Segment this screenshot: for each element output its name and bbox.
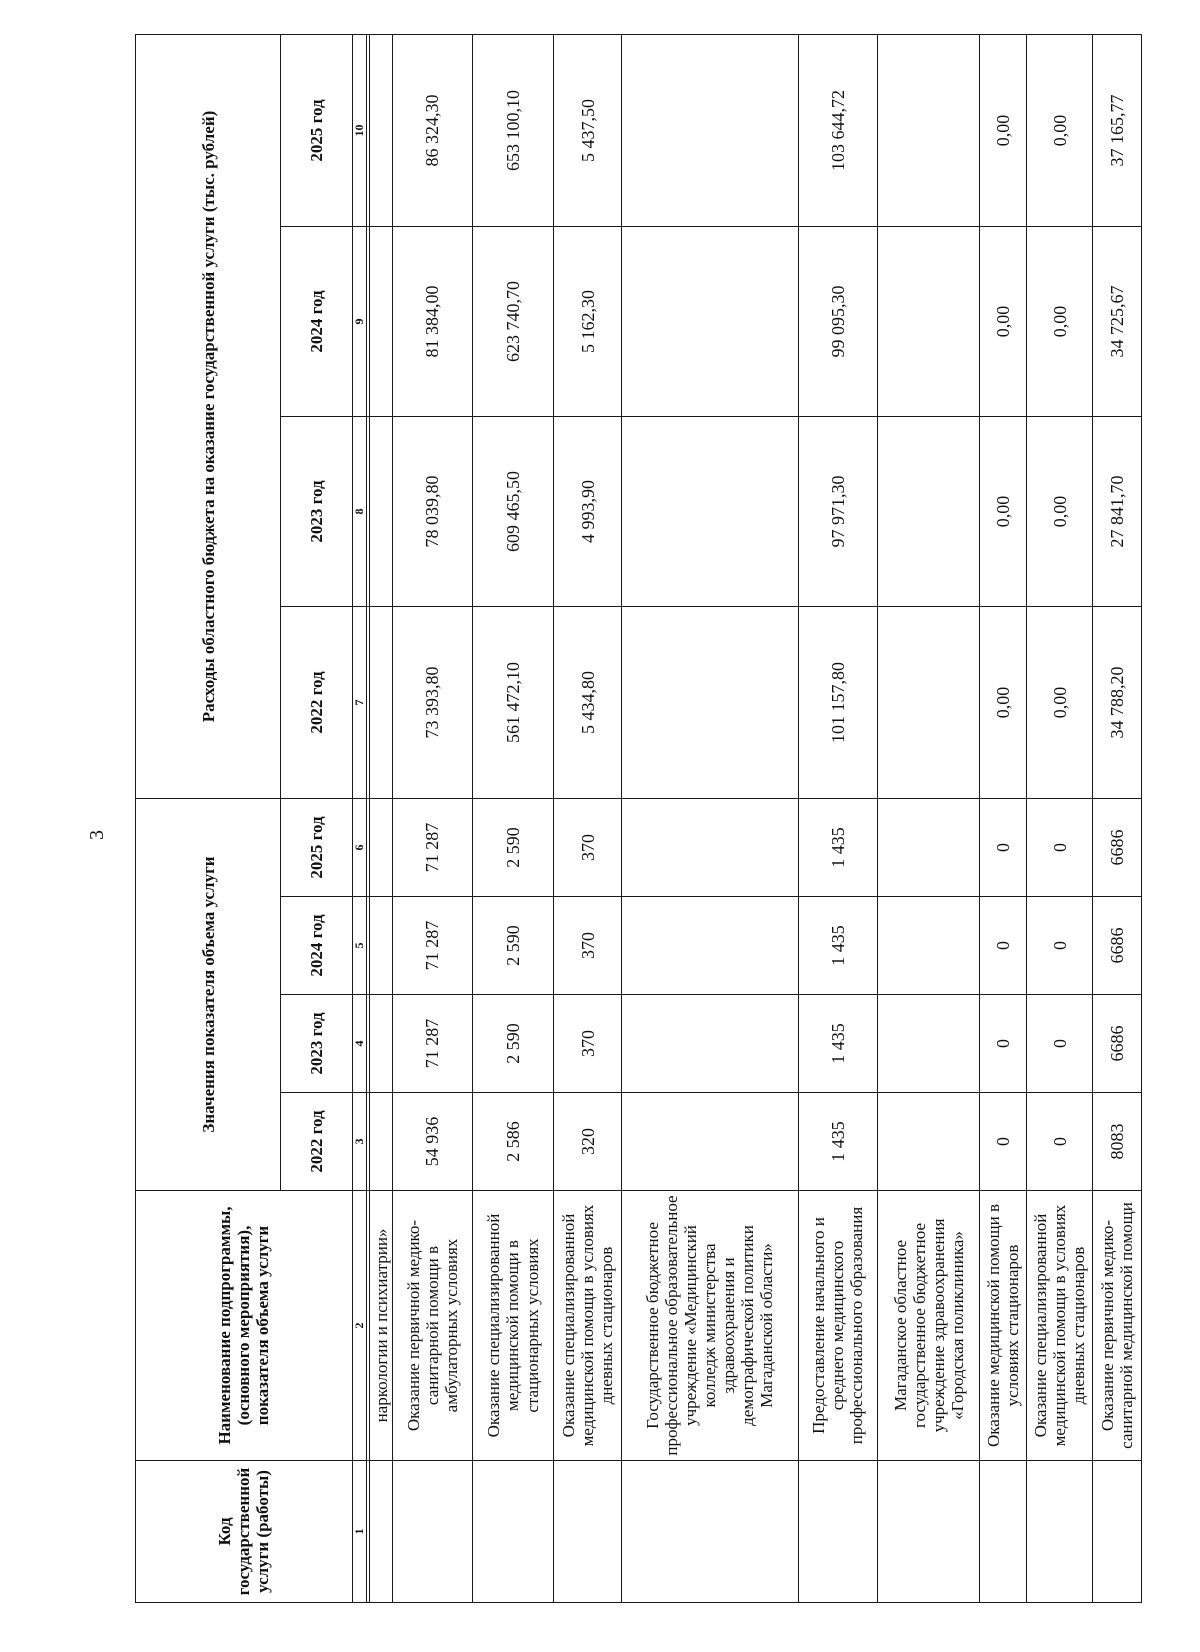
- header-volume-year: 2022 год: [281, 1093, 353, 1191]
- cell-name: Оказание первичной медико-санитарной медицинской помощи: [1092, 1191, 1141, 1461]
- cell-expense: [621, 35, 798, 227]
- cell-volume: 0: [980, 897, 1027, 995]
- cell-expense: [878, 35, 980, 227]
- cell-name: Оказание специализированной медицинской помощи в условиях дневных стационаров: [554, 1191, 621, 1461]
- header-code: Код государственной услуги (работы): [136, 1461, 353, 1603]
- cell-name: Предоставление начального и среднего медицинского профессионального образования: [798, 1191, 878, 1461]
- cell-volume: 370: [554, 995, 621, 1093]
- cell-volume: 2 590: [472, 897, 554, 995]
- cell-volume: 6686: [1092, 995, 1141, 1093]
- cell-name: Оказание первичной медико-санитарной помощи в амбулаторных условиях: [392, 1191, 472, 1461]
- cell-expense: 27 841,70: [1092, 417, 1141, 607]
- cell-volume: [878, 799, 980, 897]
- cell-volume: [370, 995, 393, 1093]
- page-number: 3: [86, 830, 108, 840]
- column-index: 1: [352, 1461, 367, 1603]
- column-index: 5: [352, 897, 367, 995]
- cell-name: Государственное бюджетное профессиональное образовательное учреждение «Медицинский колледж министерства здравоохранения и демографической политики Магаданской области»: [621, 1191, 798, 1461]
- cell-expense: 97 971,30: [798, 417, 878, 607]
- cell-volume: [878, 897, 980, 995]
- cell-volume: 2 590: [472, 995, 554, 1093]
- cell-name: Оказание специализированной медицинской помощи в условиях дневных стационаров: [1027, 1191, 1092, 1461]
- cell-expense: 103 644,72: [798, 35, 878, 227]
- cell-expense: 0,00: [980, 607, 1027, 799]
- cell-expense: [621, 607, 798, 799]
- cell-volume: [370, 799, 393, 897]
- cell-volume: 370: [554, 799, 621, 897]
- cell-expense: [878, 227, 980, 417]
- cell-code: [472, 1461, 554, 1603]
- column-index: 10: [352, 35, 367, 227]
- cell-expense: 86 324,30: [392, 35, 472, 227]
- cell-expense: [878, 417, 980, 607]
- cell-volume: 0: [980, 799, 1027, 897]
- cell-expense: 0,00: [980, 227, 1027, 417]
- cell-expense: [621, 417, 798, 607]
- cell-volume: 0: [980, 995, 1027, 1093]
- cell-volume: 1 435: [798, 897, 878, 995]
- cell-volume: [621, 995, 798, 1093]
- header-volume-group: Значения показателя объема услуги: [136, 799, 281, 1191]
- cell-code: [392, 1461, 472, 1603]
- cell-volume: 0: [980, 1093, 1027, 1191]
- cell-code: [798, 1461, 878, 1603]
- cell-expense: [370, 35, 393, 227]
- cell-volume: 6686: [1092, 799, 1141, 897]
- cell-expense: 4 993,90: [554, 417, 621, 607]
- column-index-row: [352, 35, 367, 1603]
- cell-expense: 5 437,50: [554, 35, 621, 227]
- cell-volume: 54 936: [392, 1093, 472, 1191]
- cell-code: [370, 1461, 393, 1603]
- cell-expense: 0,00: [980, 417, 1027, 607]
- cell-expense: [370, 227, 393, 417]
- header-name: Наименование подпрограммы, (основного мероприятия), показателя объема услуги: [136, 1191, 353, 1461]
- cell-expense: 78 039,80: [392, 417, 472, 607]
- cell-code: [1092, 1461, 1141, 1603]
- cell-volume: [621, 897, 798, 995]
- cell-expense: 99 095,30: [798, 227, 878, 417]
- table-row: [472, 35, 554, 1603]
- cell-volume: 71 287: [392, 799, 472, 897]
- cell-expense: [621, 227, 798, 417]
- cell-name: Оказание специализированной медицинской помощи в стационарных условиях: [472, 1191, 554, 1461]
- cell-volume: 0: [1027, 897, 1092, 995]
- cell-volume: 2 590: [472, 799, 554, 897]
- cell-volume: [621, 1093, 798, 1191]
- cell-volume: 0: [1027, 1093, 1092, 1191]
- cell-code: [554, 1461, 621, 1603]
- cell-expense: 653 100,10: [472, 35, 554, 227]
- cell-expense: 37 165,77: [1092, 35, 1141, 227]
- column-index: 3: [352, 1093, 367, 1191]
- rotated-table-wrapper: [135, 35, 1142, 1603]
- cell-volume: 0: [1027, 995, 1092, 1093]
- cell-expense: 5 162,30: [554, 227, 621, 417]
- cell-expense: 609 465,50: [472, 417, 554, 607]
- cell-code: [621, 1461, 798, 1603]
- cell-expense: 0,00: [1027, 227, 1092, 417]
- cell-expense: [370, 417, 393, 607]
- column-index: 2: [352, 1191, 367, 1461]
- table-row: [1027, 35, 1092, 1603]
- cell-expense: 561 472,10: [472, 607, 554, 799]
- column-index: 7: [352, 607, 367, 799]
- table-row: [798, 35, 878, 1603]
- cell-expense: 0,00: [1027, 607, 1092, 799]
- cell-volume: 370: [554, 897, 621, 995]
- cell-volume: 71 287: [392, 897, 472, 995]
- column-index: 9: [352, 227, 367, 417]
- header-volume-year: 2024 год: [281, 897, 353, 995]
- cell-volume: 0: [1027, 799, 1092, 897]
- cell-volume: [370, 897, 393, 995]
- cell-volume: 8083: [1092, 1093, 1141, 1191]
- cell-name: наркологии и психиатрии»: [370, 1191, 393, 1461]
- table-row: [370, 35, 393, 1603]
- expense-table: [135, 34, 1142, 1603]
- cell-volume: 1 435: [798, 1093, 878, 1191]
- table-row: [878, 35, 980, 1603]
- header-expense-year: 2024 год: [281, 227, 353, 417]
- cell-expense: 0,00: [1027, 35, 1092, 227]
- cell-volume: 2 586: [472, 1093, 554, 1191]
- cell-volume: 6686: [1092, 897, 1141, 995]
- table-row: [1092, 35, 1141, 1603]
- cell-expense: 5 434,80: [554, 607, 621, 799]
- column-index: 8: [352, 417, 367, 607]
- cell-code: [878, 1461, 980, 1603]
- cell-expense: 73 393,80: [392, 607, 472, 799]
- header-volume-year: 2023 год: [281, 995, 353, 1093]
- table-row: [621, 35, 798, 1603]
- table-row: [980, 35, 1027, 1603]
- header-volume-year: 2025 год: [281, 799, 353, 897]
- column-index: 6: [352, 799, 367, 897]
- cell-volume: 71 287: [392, 995, 472, 1093]
- cell-volume: 1 435: [798, 995, 878, 1093]
- cell-expense: [370, 607, 393, 799]
- header-expense-year: 2023 год: [281, 417, 353, 607]
- cell-expense: 101 157,80: [798, 607, 878, 799]
- column-index: 4: [352, 995, 367, 1093]
- cell-expense: 623 740,70: [472, 227, 554, 417]
- cell-expense: 0,00: [980, 35, 1027, 227]
- header-expense-group: Расходы областного бюджета на оказание государственной услуги (тыс. рублей): [136, 35, 281, 799]
- cell-code: [1027, 1461, 1092, 1603]
- cell-code: [980, 1461, 1027, 1603]
- cell-name: Магаданское областное государственное бюджетное учреждение здравоохранения «Городская поликлиника»: [878, 1191, 980, 1461]
- cell-expense: [878, 607, 980, 799]
- table-row: [392, 35, 472, 1603]
- header-expense-year: 2022 год: [281, 607, 353, 799]
- cell-volume: [878, 995, 980, 1093]
- cell-volume: [370, 1093, 393, 1191]
- header-expense-year: 2025 год: [281, 35, 353, 227]
- cell-expense: 34 788,20: [1092, 607, 1141, 799]
- table-row: [554, 35, 621, 1603]
- cell-expense: 0,00: [1027, 417, 1092, 607]
- cell-expense: 81 384,00: [392, 227, 472, 417]
- cell-volume: [878, 1093, 980, 1191]
- cell-name: Оказание медицинской помощи в условиях стационаров: [980, 1191, 1027, 1461]
- cell-expense: 34 725,67: [1092, 227, 1141, 417]
- cell-volume: 320: [554, 1093, 621, 1191]
- cell-volume: 1 435: [798, 799, 878, 897]
- cell-volume: [621, 799, 798, 897]
